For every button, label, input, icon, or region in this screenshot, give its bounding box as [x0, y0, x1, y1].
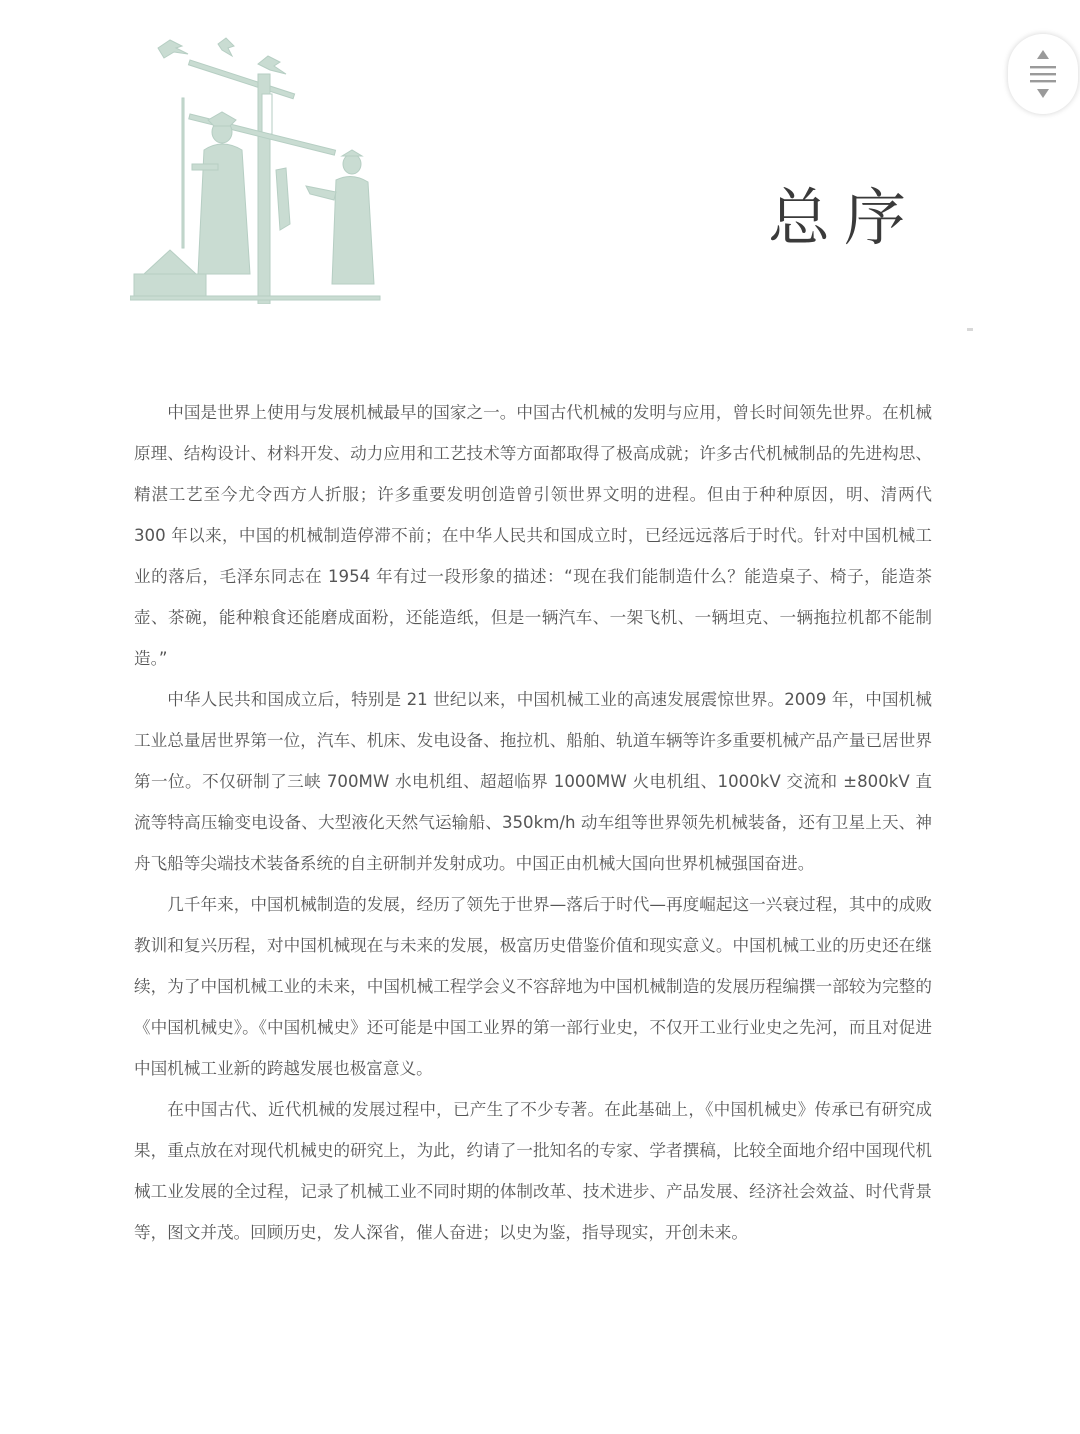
page-title: 总序	[768, 181, 921, 254]
paragraph: 中国是世界上使用与发展机械最早的国家之一。中国古代机械的发明与应用，曾长时间领先世界。在机械原理、结构设计、材料开发、动力应用和工艺技术等方面都取得了极高成就；许多古代机械制品的先进构思、精湛工艺至今尤令西方人折服；许多重要发明创造曾引领世界文明的进程。但由于种种原因，明、清两代 300 年以来，中国的机械制造停滞不前；在中华人民共和国成立时，已经远远落后于时代。针对中国机械工业的落后，毛泽东同志在 1954 年有过一段形象的描述：“现在我们能制造什么？能造桌子、椅子，能造茶壶、茶碗，能种粮食还能磨成面粉，还能造纸，但是一辆汽车、一架飞机、一辆坦克、一辆拖拉机都不能制造。”	[134, 403, 932, 668]
ancient-machinery-illustration	[130, 34, 385, 304]
scroll-handle-icon	[1027, 48, 1059, 100]
paragraph: 在中国古代、近代机械的发展过程中，已产生了不少专著。在此基础上，《中国机械史》传承已有研究成果，重点放在对现代机械史的研究上，为此，约请了一批知名的专家、学者撰稿，比较全面地介绍中国现代机械工业发展的全过程，记录了机械工业不同时期的体制改革、技术进步、产品发展、经济社会效益、时代背景等，图文并茂。回顾历史，发人深省，催人奋进；以史为鉴，指导现实，开创未来。	[134, 1100, 932, 1242]
scroll-handle[interactable]	[1008, 34, 1078, 114]
paragraph: 几千年来，中国机械制造的发展，经历了领先于世界—落后于时代—再度崛起这一兴衰过程，其中的成败教训和复兴历程，对中国机械现在与未来的发展，极富历史借鉴价值和现实意义。中国机械工业的历史还在继续，为了中国机械工业的未来，中国机械工程学会义不容辞地为中国机械制造的发展历程编撰一部较为完整的《中国机械史》。《中国机械史》还可能是中国工业界的第一部行业史，不仅开工业行业史之先河，而且对促进中国机械工业新的跨越发展也极富意义。	[134, 895, 932, 1078]
paragraph: 中华人民共和国成立后，特别是 21 世纪以来，中国机械工业的高速发展震惊世界。2009 年，中国机械工业总量居世界第一位，汽车、机床、发电设备、拖拉机、船舶、轨道车辆等许多重要机械产品产量已居世界第一位。不仅研制了三峡 700MW 水电机组、超超临界 1000MW 火电机组、1000kV 交流和 ±800kV 直流等特高压输变电设备、大型液化天然气运输船、350km/h 动车组等世界领先机械装备，还有卫星上天、神舟飞船等尖端技术装备系统的自主研制并发射成功。中国正由机械大国向世界机械强国奋进。	[134, 690, 932, 873]
page-edge-mark	[967, 328, 973, 331]
preface-body	[134, 392, 932, 1253]
